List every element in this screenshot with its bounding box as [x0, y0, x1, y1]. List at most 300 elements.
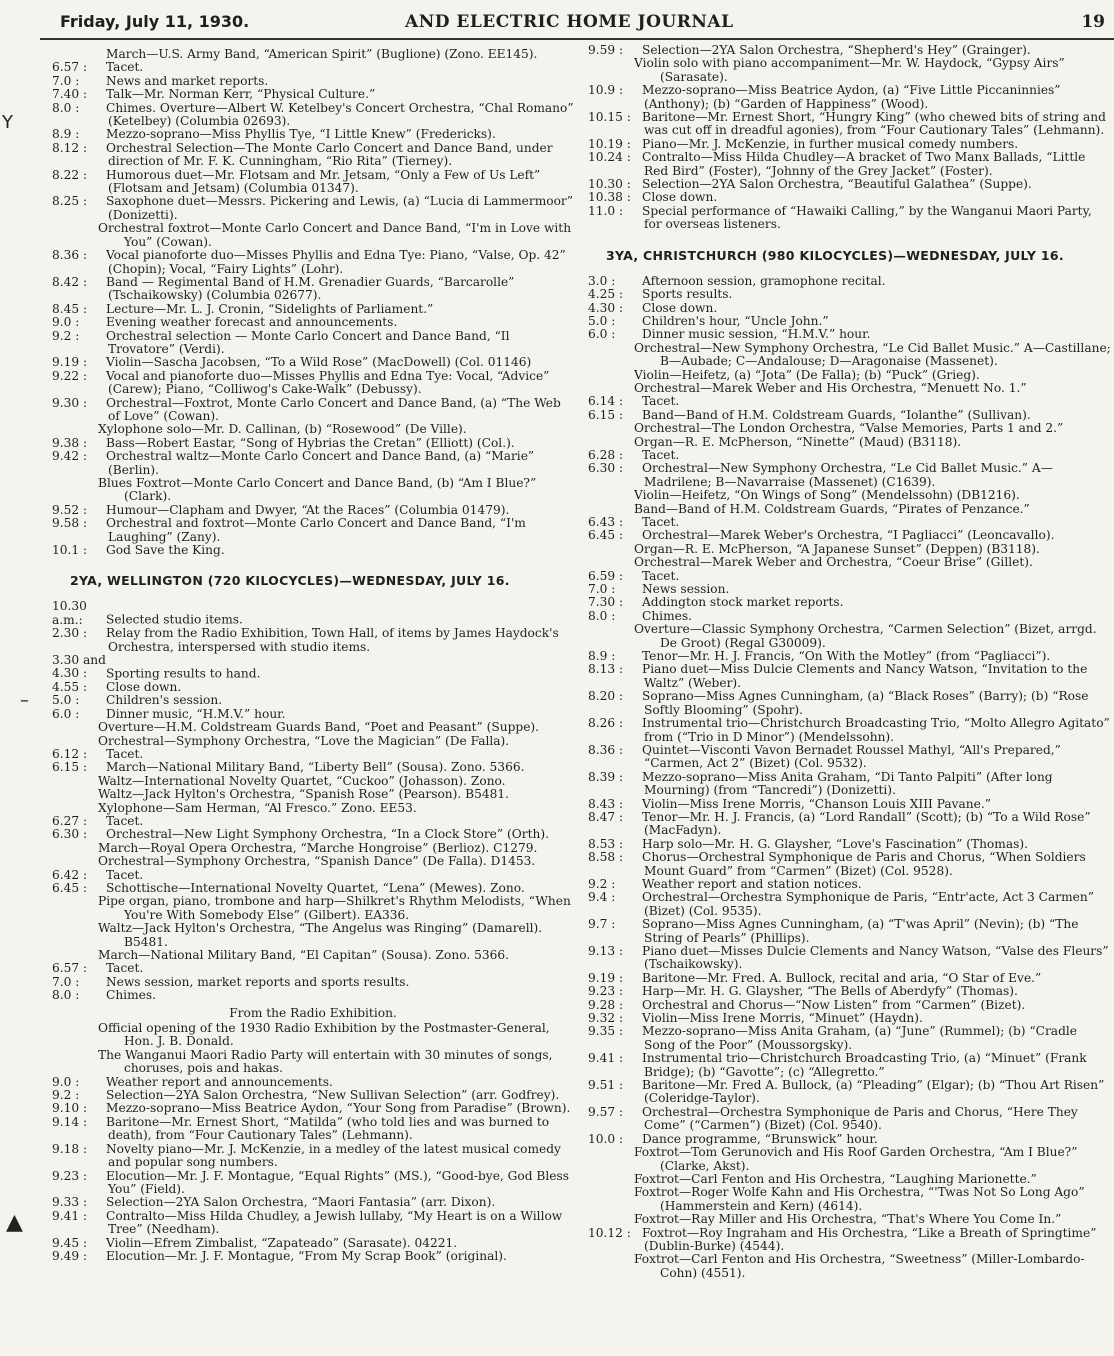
entry-text: Piano duet—Miss Dulcie Clements and Nancy Watson, “Invitation to the Waltz” (Weber).	[642, 662, 1088, 690]
entry-text: Piano duet—Misses Dulcie Clements and Nancy Watson, “Valse des Fleurs” (Tschaikowsky).	[642, 944, 1109, 972]
entry-time: 8.13 :	[588, 662, 624, 677]
entry-time: 9.2 :	[52, 328, 80, 343]
programme-entry	[588, 851, 1112, 878]
header-title: AND ELECTRIC HOME JOURNAL	[405, 12, 734, 32]
entry-time: 9.32 :	[588, 1011, 624, 1026]
programme-entry	[52, 128, 574, 141]
programme-entry	[588, 1227, 1112, 1254]
entry-time: 8.0 :	[588, 608, 616, 623]
entry-time: 9.57 :	[588, 1104, 624, 1119]
entry-time: 8.22 :	[52, 167, 88, 182]
programme-entry	[52, 600, 574, 627]
entry-text: Mezzo-soprano—Miss Phyllis Tye, “I Little Knew” (Fredericks).	[106, 127, 496, 142]
entry-time: 8.42 :	[52, 274, 88, 289]
programme-entry	[52, 1102, 574, 1115]
programme-entry	[588, 1079, 1112, 1106]
programme-entry	[52, 61, 574, 74]
entry-text: Piano—Mr. J. McKenzie, in further musical comedy numbers.	[642, 136, 1019, 151]
entry-time: 5.0 :	[588, 313, 616, 328]
programme-entry	[588, 111, 1112, 138]
entry-text: God Save the King.	[106, 543, 225, 558]
programme-entry	[588, 838, 1112, 851]
entry-text: News session, market reports and sports results.	[106, 974, 410, 989]
entry-text: Tacet.	[106, 60, 144, 75]
entry-time: 9.33 :	[52, 1195, 88, 1210]
entry-time: 6.45 :	[588, 528, 624, 543]
programme-sub-item: Foxtrot—Carl Fenton and His Orchestra, “Sweetness” (Miller-Lombardo-Cohn) (4551).	[634, 1252, 1085, 1280]
entry-time: 9.42 :	[52, 449, 88, 464]
programme-entry	[52, 1237, 574, 1250]
programme-entry	[52, 654, 574, 681]
entry-text: Chimes.	[642, 608, 692, 623]
entry-time: 6.14 :	[588, 394, 624, 409]
programme-entry	[588, 84, 1112, 111]
entry-time: 8.45 :	[52, 301, 88, 316]
programme-sub-item: Violin solo with piano accompaniment—Mr. W. Haydock, “Gypsy Airs” (Sarasate).	[634, 56, 1065, 84]
programme-entry	[588, 583, 1112, 596]
entry-text: Novelty piano—Mr. J. McKenzie, in a medley of the latest musical comedy and popular song numbers.	[106, 1141, 561, 1170]
programme-sub-item: Orchestral—Symphony Orchestra, “Spanish Dance” (De Falla). D1453.	[98, 854, 536, 869]
programme-2ya	[52, 600, 574, 1263]
entry-text: Selection—2YA Salon Orchestra, “Beautiful Galathea” (Suppe).	[642, 177, 1032, 192]
programme-sub-item: Waltz—International Novelty Quartet, “Cuckoo” (Johasson). Zono.	[98, 773, 506, 788]
programme-entry	[588, 449, 1112, 462]
entry-time: 5.0 :	[52, 693, 80, 708]
programme-entry	[52, 276, 574, 303]
entry-text: Tenor—Mr. H. J. Francis, “On With the Motley” (from “Pagliacci”).	[642, 649, 1051, 664]
header-rule	[40, 38, 1114, 40]
right-column	[588, 44, 1112, 1280]
entry-time: 6.42 :	[52, 867, 88, 882]
entry-time: 9.30 :	[52, 395, 88, 410]
station-heading-2ya: 2YA, WELLINGTON (720 KILOCYCLES)—WEDNESDAY, JULY 16.	[70, 573, 510, 589]
entry-text: Instrumental trio—Christchurch Broadcasting Trio, “Molto Allegro Agitato” from (“Trio in D Minor”) (Mendelssohn).	[642, 716, 1110, 744]
programme-entry	[588, 151, 1112, 178]
programme-sub-item: Waltz—Jack Hylton's Orchestra, “Spanish Rose” (Pearson). B5481.	[98, 787, 510, 802]
entry-text: Contralto—Miss Hilda Chudley, a Jewish lullaby, “My Heart is on a Willow Tree” (Needham).	[106, 1208, 563, 1237]
entry-text: Sports results.	[642, 287, 733, 302]
programme-entry	[52, 882, 574, 895]
entry-time: 8.43 :	[588, 796, 624, 811]
programme-entry	[588, 1133, 1112, 1146]
entry-text: Violin—Efrem Zimbalist, “Zapateado” (Sarasate). 04221.	[106, 1235, 458, 1250]
programme-entry	[588, 878, 1112, 891]
margin-mark: –	[20, 690, 29, 711]
entry-time: 7.0 :	[52, 974, 80, 989]
programme-entry	[52, 681, 574, 694]
programme-entry	[588, 178, 1112, 191]
entry-text: Quintet—Visconti Vavon Bernadet Roussel Mathyl, “All's Prepared,” “Carmen, Act 2” (Bizet) (Col. 9532).	[642, 742, 1061, 771]
programme-entry	[588, 999, 1112, 1012]
entry-text: Foxtrot—Roy Ingraham and His Orchestra, “Like a Breath of Springtime” (Dublin-Burke) (4544).	[642, 1225, 1097, 1253]
entry-time: 9.0 :	[52, 1074, 80, 1089]
programme-entry	[52, 195, 574, 222]
left-column	[52, 48, 574, 1263]
entry-time: 9.58 :	[52, 516, 88, 531]
entry-time: 8.12 :	[52, 140, 88, 155]
programme-entry	[588, 315, 1112, 328]
entry-time: 9.18 :	[52, 1141, 88, 1156]
programme-sub-item: Orchestral—The London Orchestra, “Valse Memories, Parts 1 and 2.”	[634, 421, 1064, 436]
programme-entry	[52, 437, 574, 450]
entry-text: Violin—Miss Irene Morris, “Chanson Louis XIII Pavane.”	[642, 796, 991, 811]
programme-sub-item: Orchestral—New Symphony Orchestra, “Le Cid Ballet Music.” A—Castillane; B—Aubade; C—Andalouse; D—Aragonaise (Massenet).	[634, 340, 1111, 369]
entry-text: Mezzo-soprano—Miss Beatrice Aydon, “Your Song from Paradise” (Brown).	[106, 1101, 571, 1116]
programme-entry	[588, 529, 1112, 542]
entry-text: Dinner music session, “H.M.V.” hour.	[642, 327, 871, 342]
entry-time: 6.0 :	[588, 327, 616, 342]
entry-text: Children's session.	[106, 693, 223, 708]
programme-sub-item: Orchestral—Marek Weber and Orchestra, “Coeur Brise” (Gillet).	[634, 555, 1033, 570]
entry-time: 6.59 :	[588, 568, 624, 583]
entry-time: 9.14 :	[52, 1114, 88, 1129]
programme-entry	[588, 1106, 1112, 1133]
entry-time: 9.2 :	[588, 876, 616, 891]
entry-time: 3.30 and 4.30 :	[52, 653, 106, 681]
entry-text: Orchestral—New Symphony Orchestra, “Le Cid Ballet Music.” A—Madrilene; B—Navarraise (Massenet) (C1639).	[642, 461, 1053, 489]
programme-1ya-continued	[52, 48, 574, 557]
entry-time: 10.9 :	[588, 83, 624, 98]
entry-text: Relay from the Radio Exhibition, Town Hall, of items by James Haydock's Orchestra, interspersed with studio items.	[106, 626, 559, 654]
entry-time: 9.23 :	[52, 1168, 88, 1183]
programme-entry	[52, 761, 574, 774]
programme-entry	[52, 303, 574, 316]
entry-text: Tenor—Mr. H. J. Francis, (a) “Lord Randall” (Scott); (b) “To a Wild Rose” (MacFadyn).	[642, 809, 1091, 838]
programme-entry	[588, 1025, 1112, 1052]
entry-text: Orchestral—Foxtrot, Monte Carlo Concert and Dance Band, (a) “The Web of Love” (Cowan).	[106, 395, 561, 423]
programme-entry	[52, 1143, 574, 1170]
programme-entry	[588, 409, 1112, 422]
entry-text: Vocal pianoforte duo—Misses Phyllis and Edna Tye: Piano, “Valse, Op. 42” (Chopin); Vocal, “Fairy Lights” (Lohr).	[106, 248, 566, 276]
programme-entry	[52, 694, 574, 707]
entry-time: 8.39 :	[588, 769, 624, 784]
programme-entry	[588, 462, 1112, 489]
programme-sub-item: Orchestral—Symphony Orchestra, “Love the Magician” (De Falla).	[98, 733, 510, 748]
entry-text: Vocal and pianoforte duo—Misses Phyllis and Edna Tye: Vocal, “Advice” (Carew); Piano, “Colliwog's Cake-Walk” (Debussy).	[106, 368, 550, 397]
entry-time: 9.45 :	[52, 1235, 88, 1250]
entry-time: 4.55 :	[52, 679, 88, 694]
entry-time: 9.7 :	[588, 917, 616, 932]
entry-text: Humour—Clapham and Dwyer, “At the Races” (Columbia 01479).	[106, 502, 510, 517]
entry-time: 6.15 :	[52, 760, 88, 775]
entry-time: 9.51 :	[588, 1078, 624, 1093]
entry-text: Orchestral selection — Monte Carlo Concert and Dance Band, “Il Trovatore” (Verdi).	[106, 328, 510, 356]
entry-text: Elocution—Mr. J. F. Montague, “From My Scrap Book” (original).	[106, 1248, 507, 1263]
programme-entry	[52, 370, 574, 397]
entry-text: Weather report and station notices.	[642, 876, 862, 891]
programme-entry	[588, 717, 1112, 744]
entry-time: 6.57 :	[52, 961, 88, 976]
programme-entry	[52, 249, 574, 276]
programme-entry	[588, 650, 1112, 663]
programme-sub-item: Foxtrot—Ray Miller and His Orchestra, “That's Where You Come In.”	[634, 1212, 1062, 1227]
entry-time: 10.24 :	[588, 150, 631, 165]
programme-entry	[588, 918, 1112, 945]
entry-text: Orchestral—Orchestra Symphonique de Paris and Chorus, “Here They Come” (“Carmen”) (Bizet) (Col. 9540).	[642, 1104, 1078, 1133]
programme-sub-item: Band—Band of H.M. Coldstream Guards, “Pirates of Penzance.”	[634, 501, 1030, 516]
entry-text: Orchestral—Marek Weber's Orchestra, “I Pagliacci” (Leoncavallo).	[642, 528, 1055, 543]
entry-text: Tacet.	[106, 746, 144, 761]
entry-time: 6.30 :	[52, 827, 88, 842]
entry-time: 8.58 :	[588, 850, 624, 865]
entry-text: Selection—2YA Salon Orchestra, “New Sullivan Selection” (arr. Godfrey).	[106, 1088, 560, 1103]
programme-entry	[52, 356, 574, 369]
entry-time: 9.19 :	[52, 355, 88, 370]
entry-text: News session.	[642, 582, 730, 597]
entry-text: March—National Military Band, “Liberty Bell” (Sousa). Zono. 5366.	[106, 760, 525, 775]
programme-sub-item: Xylophone solo—Mr. D. Callinan, (b) “Rosewood” (De Ville).	[98, 422, 467, 437]
programme-entry	[588, 205, 1112, 232]
programme-entry	[52, 708, 574, 721]
programme-entry	[588, 945, 1112, 972]
entry-time: 8.47 :	[588, 809, 624, 824]
entry-time: 8.0 :	[52, 100, 80, 115]
entry-time: 8.25 :	[52, 194, 88, 209]
entry-time: 9.13 :	[588, 944, 624, 958]
entry-text: Orchestral—Orchestra Symphonique de Paris, “Entr'acte, Act 3 Carmen” (Bizet) (Col. 9535).	[642, 890, 1094, 918]
entry-text: Selection—2YA Salon Orchestra, “Maori Fantasia” (arr. Dixon).	[106, 1195, 496, 1210]
programme-sub-item: Waltz—Jack Hylton's Orchestra, “The Angelus was Ringing” (Damarell). B5481.	[98, 921, 543, 949]
entry-text: Baritone—Mr. Ernest Short, “Hungry King” (who chewed bits of string and was cut off in dreadful agonies), from “Four Cautionary Tales” (Lehmann).	[642, 110, 1106, 138]
entry-text: Special performance of “Hawaiki Calling,” by the Wanganui Maori Party, for overseas listeners.	[642, 203, 1092, 232]
entry-text: Humorous duet—Mr. Flotsam and Mr. Jetsam, “Only a Few of Us Left” (Flotsam and Jetsam) (Columbia 01347).	[106, 167, 541, 196]
programme-entry	[588, 690, 1112, 717]
entry-time: 9.28 :	[588, 997, 624, 1012]
programme-sub-item: Blues Foxtrot—Monte Carlo Concert and Dance Band, (b) “Am I Blue?” (Clark).	[98, 476, 537, 504]
programme-sub-item: Violin—Heifetz, (a) “Jota” (De Falla); (b) “Puck” (Grieg).	[634, 367, 980, 382]
programme-entry	[52, 330, 574, 357]
entry-text: Afternoon session, gramophone recital.	[642, 273, 886, 288]
entry-text: Violin—Sascha Jacobsen, “To a Wild Rose” (MacDowell) (Col. 01146)	[106, 355, 532, 370]
entry-text: Tacet.	[642, 447, 680, 462]
programme-3ya	[588, 275, 1112, 1280]
entry-time: 6.27 :	[52, 813, 88, 828]
entry-text: Harp—Mr. H. G. Glaysher, “The Bells of Aberdyfy” (Thomas).	[642, 984, 1018, 999]
entry-text: Harp solo—Mr. H. G. Glaysher, “Love's Fascination” (Thomas).	[642, 836, 1028, 851]
entry-time: 7.30 :	[588, 595, 624, 610]
entry-time: 11.0 :	[588, 203, 624, 218]
programme-entry	[588, 811, 1112, 838]
entry-text: Schottische—International Novelty Quartet, “Lena” (Mewes). Zono.	[106, 880, 525, 895]
programme-sub-item: Xylophone—Sam Herman, “Al Fresco.” Zono. EE53.	[98, 800, 417, 815]
programme-sub-item: Organ—R. E. McPherson, “Ninette” (Maud) (B3118).	[634, 434, 962, 449]
programme-entry	[52, 1089, 574, 1102]
entry-time: 8.36 :	[52, 248, 88, 263]
programme-entry	[588, 663, 1112, 690]
margin-mark: Y	[2, 112, 13, 133]
entry-time: 9.23 :	[588, 984, 624, 999]
entry-time: 10.38 :	[588, 190, 631, 205]
programme-entry	[588, 191, 1112, 204]
entry-time: 7.0 :	[52, 73, 80, 88]
programme-entry	[52, 450, 574, 477]
entry-text: Close down.	[106, 679, 182, 694]
entry-text: Baritone—Mr. Ernest Short, “Matilda” (who told lies and was burned to death), from “Four Cautionary Tales” (Lehmann).	[106, 1114, 550, 1143]
entry-time: 10.30 a.m.:	[52, 599, 87, 627]
programme-entry	[588, 1052, 1112, 1079]
programme-entry	[588, 771, 1112, 798]
programme-entry	[588, 596, 1112, 609]
entry-time: 6.30 :	[588, 461, 624, 476]
programme-entry	[588, 891, 1112, 918]
programme-entry	[52, 1250, 574, 1263]
entry-text: News and market reports.	[106, 73, 269, 88]
entry-text: Mezzo-soprano—Miss Beatrice Aydon, (a) “Five Little Piccaninnies” (Anthony); (b) “Garden of Happiness” (Wood).	[642, 83, 1061, 111]
entry-text: Orchestral Selection—The Monte Carlo Concert and Dance Band, under direction of Mr. F. K. Cunningham, “Rio Rita” (Tierney).	[106, 140, 553, 169]
margin-triangle-mark: ▲	[6, 1210, 23, 1235]
entry-text: Talk—Mr. Norman Kerr, “Physical Culture.”	[106, 87, 376, 102]
entry-time: 9.59 :	[588, 43, 624, 57]
programme-entry	[52, 517, 574, 544]
entry-text: Orchestral and Chorus—“Now Listen” from “Carmen” (Bizet).	[642, 997, 1026, 1012]
programme-entry	[52, 1196, 574, 1209]
programme-sub-item: Foxtrot—Roger Wolfe Kahn and His Orchestra, “'Twas Not So Long Ago” (Hammerstein and Kern) (4614).	[634, 1185, 1085, 1213]
page-header	[60, 6, 1105, 36]
programme-entry	[52, 748, 574, 761]
programme-entry	[52, 504, 574, 517]
programme-sub-item: Overture—Classic Symphony Orchestra, “Carmen Selection” (Bizet, arrgd. De Groot) (Regal G30009).	[634, 622, 1097, 650]
entry-text: Tacet.	[642, 515, 680, 529]
programme-entry	[52, 75, 574, 88]
entry-text: March—U.S. Army Band, “American Spirit” (Buglione) (Zono. EE145).	[106, 47, 538, 61]
entry-text: Close down.	[642, 190, 718, 205]
entry-time: 9.38 :	[52, 435, 88, 450]
programme-entry	[52, 544, 574, 557]
entry-time: 9.41 :	[588, 1051, 624, 1066]
programme-entry	[52, 88, 574, 101]
programme-entry	[52, 989, 574, 1002]
entry-time: 2.30 :	[52, 626, 88, 641]
entry-time: 10.30 :	[588, 177, 631, 192]
entry-time: 10.12 :	[588, 1225, 631, 1240]
programme-entry	[52, 828, 574, 841]
entry-text: Tacet.	[106, 961, 144, 976]
entry-text: Baritone—Mr. Fred. A. Bullock, recital and aria, “O Star of Eve.”	[642, 970, 1042, 985]
header-page-number: 19	[1081, 12, 1105, 32]
entry-time: 6.45 :	[52, 880, 88, 895]
programme-sub-item: Foxtrot—Carl Fenton and His Orchestra, “Laughing Marionette.”	[634, 1171, 1037, 1186]
programme-entry	[588, 138, 1112, 151]
entry-time: 10.1 :	[52, 543, 88, 558]
entry-time: 9.49 :	[52, 1248, 88, 1263]
entry-text: Selection—2YA Salon Orchestra, “Shepherd's Hey” (Grainger).	[642, 43, 1031, 57]
entry-text: Dance programme, “Brunswick” hour.	[642, 1131, 878, 1146]
entry-time: 8.20 :	[588, 689, 624, 704]
programme-entry	[52, 397, 574, 424]
entry-time: 6.28 :	[588, 447, 624, 462]
entry-time: 6.43 :	[588, 515, 624, 529]
entry-text: Band—Band of H.M. Coldstream Guards, “Iolanthe” (Sullivan).	[642, 407, 1031, 422]
entry-time: 8.36 :	[588, 742, 624, 757]
programme-sub-item: March—Royal Opera Orchestra, “Marche Hongroise” (Berlioz). C1279.	[98, 840, 538, 855]
programme-entry	[588, 985, 1112, 998]
programme-entry	[588, 798, 1112, 811]
programme-entry	[52, 48, 574, 61]
entry-text: Instrumental trio—Christchurch Broadcasting Trio, (a) “Minuet” (Frank Bridge); (b) “Gavotte”; (c) “Allegretto.”	[642, 1051, 1087, 1079]
entry-text: Bass—Robert Eastar, “Song of Hybrias the Cretan” (Elliott) (Col.).	[106, 435, 515, 450]
programme-sub-item: Overture—H.M. Coldstream Guards Band, “Poet and Peasant” (Suppe).	[98, 720, 540, 735]
programme-entry	[588, 395, 1112, 408]
programme-sub-item: Orchestral foxtrot—Monte Carlo Concert and Dance Band, “I'm in Love with You” (Cowan).	[98, 221, 572, 249]
programme-entry	[52, 142, 574, 169]
entry-time: 8.53 :	[588, 836, 624, 851]
entry-time: 9.0 :	[52, 315, 80, 330]
entry-text: Evening weather forecast and announcements.	[106, 315, 398, 330]
entry-time: 6.0 :	[52, 706, 80, 721]
entry-text: Chimes. Overture—Albert W. Ketelbey's Concert Orchestra, “Chal Romano” (Ketelbey) (Columbia 02693).	[106, 100, 574, 129]
entry-time: 9.41 :	[52, 1208, 88, 1223]
entry-text: Tacet.	[106, 813, 144, 828]
entry-time: 8.9 :	[588, 649, 616, 664]
entry-text: Sporting results to hand.	[106, 666, 261, 681]
entry-time: 4.25 :	[588, 287, 624, 302]
entry-text: Chorus—Orchestral Symphonique de Paris and Chorus, “When Soldiers Mount Guard” from “Carmen” (Bizet) (Col. 9528).	[642, 850, 1086, 878]
entry-time: 9.10 :	[52, 1101, 88, 1116]
programme-entry	[52, 1170, 574, 1197]
entry-time: 8.26 :	[588, 716, 624, 731]
programme-entry	[588, 516, 1112, 529]
programme-entry	[588, 610, 1112, 623]
entry-text: Orchestral waltz—Monte Carlo Concert and Dance Band, (a) “Marie” (Berlin).	[106, 449, 535, 477]
entry-text: Lecture—Mr. L. J. Cronin, “Sidelights of Parliament.”	[106, 301, 434, 316]
programme-entry	[588, 288, 1112, 301]
entry-text: Soprano—Miss Agnes Cunningham, (a) “T'was April” (Nevin); (b) “The String of Pearls” (Phillips).	[642, 917, 1079, 945]
programme-sub-item: Orchestral—Marek Weber and His Orchestra, “Menuett No. 1.”	[634, 380, 1027, 395]
entry-time: 4.30 :	[588, 300, 624, 315]
programme-entry	[588, 744, 1112, 771]
header-date: Friday, July 11, 1930.	[60, 12, 250, 31]
entry-time: 9.4 :	[588, 890, 616, 905]
entry-time: 6.12 :	[52, 746, 88, 761]
entry-text: Tacet.	[106, 867, 144, 882]
entry-time: 9.35 :	[588, 1024, 624, 1039]
entry-time: 3.0 :	[588, 273, 616, 288]
entry-time: 8.0 :	[52, 988, 80, 1003]
entry-text: Elocution—Mr. J. F. Montague, “Equal Rights” (MS.), “Good-bye, God Bless You” (Field).	[106, 1168, 569, 1196]
entry-time: 9.2 :	[52, 1088, 80, 1103]
programme-sub-item: Organ—R. E. McPherson, “A Japanese Sunset” (Deppen) (B3118).	[634, 541, 1040, 556]
programme-entry	[52, 169, 574, 196]
entry-text: Children's hour, “Uncle John.”	[642, 313, 829, 328]
entry-time: 10.19 :	[588, 136, 631, 151]
programme-sub-item: March—National Military Band, “El Capitan” (Sousa). Zono. 5366.	[98, 948, 509, 962]
entry-text: Tacet.	[642, 394, 680, 409]
programme-entry	[52, 316, 574, 329]
entry-text: Orchestral—New Light Symphony Orchestra, “In a Clock Store” (Orth).	[106, 827, 549, 842]
programme-entry	[588, 328, 1112, 341]
programme-entry	[588, 570, 1112, 583]
entry-text: Selected studio items.	[106, 612, 243, 627]
entry-time: 6.57 :	[52, 60, 88, 75]
programme-sub-item: Official opening of the 1930 Radio Exhibition by the Postmaster-General, Hon. J. B. Donald.	[98, 1021, 550, 1049]
entry-text: Weather report and announcements.	[106, 1074, 333, 1089]
entry-time: 7.40 :	[52, 87, 88, 102]
programme-entry	[52, 1210, 574, 1237]
entry-text: Chimes.	[106, 988, 156, 1003]
programme-entry	[52, 976, 574, 989]
entry-text: Soprano—Miss Agnes Cunningham, (a) “Black Roses” (Barry); (b) “Rose Softly Blooming” (Spohr).	[642, 689, 1089, 717]
entry-text: Band — Regimental Band of H.M. Grenadier Guards, “Barcarolle” (Tschaikowsky) (Columbia 02677).	[106, 274, 515, 303]
entry-text: Close down.	[642, 300, 718, 315]
entry-text: Contralto—Miss Hilda Chudley—A bracket of Two Manx Ballads, “Little Red Bird” (Foster), “Johnny of the Grey Jacket” (Foster).	[642, 150, 1086, 178]
programme-sub-item: Foxtrot—Tom Gerunovich and His Roof Garden Orchestra, “Am I Blue?” (Clarke, Akst).	[634, 1145, 1078, 1173]
programme-sub-item: Pipe organ, piano, trombone and harp—Shilkret's Rhythm Melodists, “When You're With Somebody Else” (Gilbert). EA336.	[98, 894, 571, 922]
programme-entry	[588, 44, 1112, 57]
programme-entry	[588, 275, 1112, 288]
programme-entry	[588, 302, 1112, 315]
entry-time: 10.0 :	[588, 1131, 624, 1146]
entry-time: 7.0 :	[588, 582, 616, 597]
